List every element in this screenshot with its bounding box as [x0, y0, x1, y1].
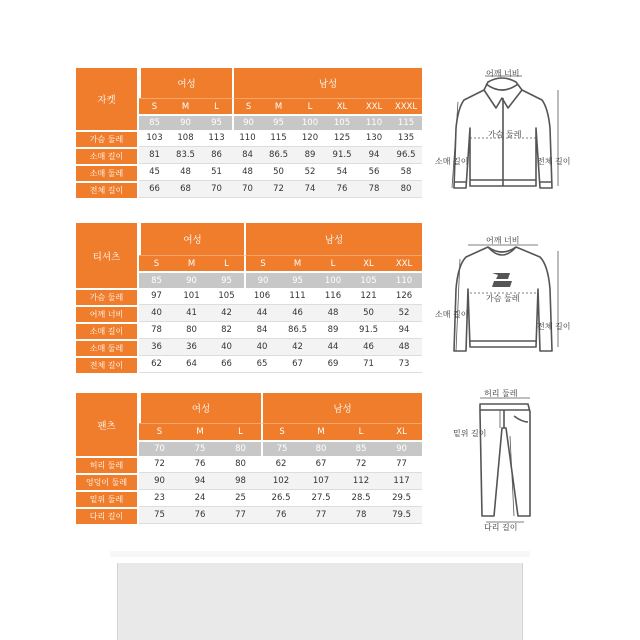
category-label: 티셔츠 [76, 223, 139, 288]
size-header: M [180, 423, 220, 440]
sleeve-length-label: 소매 길이 [435, 310, 469, 319]
table-row [76, 473, 422, 490]
korean-size: 95 [280, 271, 315, 288]
measure-value: 77 [301, 507, 341, 524]
brand-logo-icon [492, 273, 512, 287]
measure-value: 94 [358, 147, 390, 164]
size-header: M [170, 98, 201, 114]
measure-value: 76 [180, 507, 220, 524]
measure-value: 84 [244, 322, 280, 339]
measure-label: 전체 길이 [76, 356, 139, 373]
measure-value: 90 [139, 473, 180, 490]
table-row [76, 288, 422, 305]
measure-value: 26.5 [261, 490, 301, 507]
measure-label: 엉덩이 둘레 [76, 473, 139, 490]
measure-value: 81 [139, 147, 170, 164]
shoulder-width-label: 어깨 너비 [486, 236, 520, 245]
measure-value: 66 [139, 181, 170, 198]
size-header: S [261, 423, 301, 440]
bottom-divider [110, 551, 530, 557]
measure-value: 50 [263, 164, 294, 181]
measure-value: 68 [170, 181, 201, 198]
measure-value: 46 [280, 305, 315, 322]
table-row [76, 490, 422, 507]
leg-length-label: 다리 길이 [484, 523, 518, 532]
measure-value: 107 [301, 473, 341, 490]
measure-value: 24 [180, 490, 220, 507]
korean-size: 75 [261, 440, 301, 456]
measure-value: 91.5 [326, 147, 358, 164]
korean-size: 110 [358, 114, 390, 130]
measure-value: 125 [326, 130, 358, 147]
measure-value: 80 [390, 181, 422, 198]
measure-value: 66 [209, 356, 244, 373]
pants-diagram [450, 388, 550, 533]
korean-size: 90 [170, 114, 201, 130]
measure-value: 27.5 [301, 490, 341, 507]
measure-value: 74 [294, 181, 326, 198]
chest-label: 가슴 둘레 [488, 130, 522, 139]
size-header: XXXL [390, 98, 422, 114]
measure-value: 105 [209, 288, 244, 305]
size-header: L [315, 255, 351, 271]
measure-label: 소매 길이 [76, 322, 139, 339]
measure-value: 79.5 [381, 507, 422, 524]
measure-value: 25 [220, 490, 261, 507]
korean-size: 75 [180, 440, 220, 456]
measure-value: 116 [315, 288, 351, 305]
category-label: 팬츠 [76, 393, 139, 456]
women-header: 여성 [139, 393, 261, 423]
measure-value: 54 [326, 164, 358, 181]
size-header: S [232, 98, 263, 114]
jacket-diagram [430, 68, 570, 203]
korean-size: 90 [174, 271, 209, 288]
measure-value: 102 [261, 473, 301, 490]
measure-value: 71 [351, 356, 386, 373]
korean-size: 90 [244, 271, 280, 288]
category-label: 자켓 [76, 68, 139, 130]
measure-value: 65 [244, 356, 280, 373]
measure-value: 23 [139, 490, 180, 507]
measure-value: 36 [174, 339, 209, 356]
korean-size: 85 [139, 271, 174, 288]
measure-value: 72 [263, 181, 294, 198]
measure-value: 106 [244, 288, 280, 305]
measure-value: 86.5 [280, 322, 315, 339]
measure-value: 48 [386, 339, 422, 356]
size-header: XXL [358, 98, 390, 114]
korean-size: 95 [201, 114, 232, 130]
measure-label: 가슴 둘레 [76, 130, 139, 147]
measure-value: 48 [170, 164, 201, 181]
size-header: L [209, 255, 244, 271]
men-header: 남성 [232, 68, 422, 98]
korean-size: 90 [232, 114, 263, 130]
korean-size: 85 [139, 114, 170, 130]
measure-label: 소매 길이 [76, 147, 139, 164]
size-header: M [174, 255, 209, 271]
korean-size: 115 [390, 114, 422, 130]
measure-value: 69 [315, 356, 351, 373]
measure-value: 89 [315, 322, 351, 339]
measure-label: 전체 길이 [76, 181, 139, 198]
measure-value: 83.5 [170, 147, 201, 164]
measure-value: 108 [170, 130, 201, 147]
size-header: L [201, 98, 232, 114]
measure-value: 113 [201, 130, 232, 147]
measure-value: 56 [358, 164, 390, 181]
measure-value: 40 [139, 305, 174, 322]
measure-value: 44 [244, 305, 280, 322]
size-header: S [139, 255, 174, 271]
measure-value: 75 [139, 507, 180, 524]
size-header: L [341, 423, 381, 440]
pants-outline-icon [450, 388, 550, 533]
measure-value: 70 [232, 181, 263, 198]
korean-size: 95 [209, 271, 244, 288]
measure-value: 77 [381, 456, 422, 473]
measure-value: 48 [232, 164, 263, 181]
korean-size: 80 [220, 440, 261, 456]
measure-value: 40 [244, 339, 280, 356]
measure-value: 44 [315, 339, 351, 356]
table-row [76, 507, 422, 524]
measure-value: 45 [139, 164, 170, 181]
measure-value: 62 [261, 456, 301, 473]
korean-size: 85 [341, 440, 381, 456]
measure-value: 42 [280, 339, 315, 356]
rise-label: 밑위 길이 [453, 429, 487, 438]
measure-value: 135 [390, 130, 422, 147]
product-image-placeholder [117, 563, 523, 640]
measure-value: 120 [294, 130, 326, 147]
measure-value: 111 [280, 288, 315, 305]
measure-value: 77 [220, 507, 261, 524]
korean-size: 100 [315, 271, 351, 288]
measure-label: 어깨 너비 [76, 305, 139, 322]
shoulder-width-label: 어깨 너비 [486, 69, 520, 78]
measure-label: 가슴 둘레 [76, 288, 139, 305]
measure-value: 70 [201, 181, 232, 198]
measure-value: 110 [232, 130, 263, 147]
size-header: M [280, 255, 315, 271]
table-row [76, 305, 422, 322]
measure-value: 115 [263, 130, 294, 147]
measure-value: 78 [358, 181, 390, 198]
measure-value: 67 [301, 456, 341, 473]
measure-value: 84 [232, 147, 263, 164]
measure-value: 46 [351, 339, 386, 356]
measure-value: 52 [294, 164, 326, 181]
measure-value: 130 [358, 130, 390, 147]
table-row [76, 147, 422, 164]
measure-value: 76 [326, 181, 358, 198]
measure-value: 126 [386, 288, 422, 305]
measure-value: 52 [386, 305, 422, 322]
measure-value: 58 [390, 164, 422, 181]
size-header: S [139, 98, 170, 114]
measure-value: 98 [220, 473, 261, 490]
table-row [76, 356, 422, 373]
table-row [76, 456, 422, 473]
korean-size: 80 [301, 440, 341, 456]
size-header: S [139, 423, 180, 440]
table-row [76, 181, 422, 198]
men-header: 남성 [244, 223, 422, 255]
korean-size: 105 [351, 271, 386, 288]
korean-size: 70 [139, 440, 180, 456]
measure-value: 78 [341, 507, 381, 524]
measure-value: 80 [174, 322, 209, 339]
measure-value: 78 [139, 322, 174, 339]
measure-value: 97 [139, 288, 174, 305]
measure-label: 허리 둘레 [76, 456, 139, 473]
measure-value: 41 [174, 305, 209, 322]
measure-value: 48 [315, 305, 351, 322]
korean-size: 100 [294, 114, 326, 130]
measure-value: 96.5 [390, 147, 422, 164]
jacket-size-table [76, 68, 422, 198]
measure-value: 103 [139, 130, 170, 147]
tshirt-size-table [76, 223, 422, 373]
table-row [76, 322, 422, 339]
table-row [76, 339, 422, 356]
measure-value: 86 [201, 147, 232, 164]
measure-value: 94 [386, 322, 422, 339]
pants-size-table [76, 393, 422, 524]
measure-value: 73 [386, 356, 422, 373]
total-length-label: 전체 길이 [537, 157, 571, 166]
korean-size: 90 [381, 440, 422, 456]
measure-value: 76 [180, 456, 220, 473]
men-header: 남성 [261, 393, 422, 423]
measure-value: 29.5 [381, 490, 422, 507]
measure-value: 76 [261, 507, 301, 524]
measure-value: 50 [351, 305, 386, 322]
size-header: XXL [386, 255, 422, 271]
measure-value: 82 [209, 322, 244, 339]
measure-label: 소매 둘레 [76, 164, 139, 181]
size-header: XL [326, 98, 358, 114]
measure-value: 72 [341, 456, 381, 473]
measure-value: 80 [220, 456, 261, 473]
size-header: L [220, 423, 261, 440]
size-header: M [301, 423, 341, 440]
measure-value: 51 [201, 164, 232, 181]
measure-value: 64 [174, 356, 209, 373]
tshirt-diagram [430, 233, 570, 363]
measure-value: 62 [139, 356, 174, 373]
korean-size: 110 [386, 271, 422, 288]
korean-size: 105 [326, 114, 358, 130]
total-length-label: 전체 길이 [537, 322, 571, 331]
size-header: XL [381, 423, 422, 440]
measure-value: 112 [341, 473, 381, 490]
size-header: S [244, 255, 280, 271]
chest-label: 가슴 둘레 [486, 294, 520, 303]
korean-size: 95 [263, 114, 294, 130]
measure-value: 28.5 [341, 490, 381, 507]
women-header: 여성 [139, 223, 244, 255]
measure-label: 소매 둘레 [76, 339, 139, 356]
measure-value: 117 [381, 473, 422, 490]
women-header: 여성 [139, 68, 232, 98]
measure-value: 121 [351, 288, 386, 305]
measure-value: 36 [139, 339, 174, 356]
measure-value: 42 [209, 305, 244, 322]
waist-label: 허리 둘레 [484, 389, 518, 398]
measure-value: 89 [294, 147, 326, 164]
measure-label: 밑위 둘레 [76, 490, 139, 507]
size-header: L [294, 98, 326, 114]
measure-value: 86.5 [263, 147, 294, 164]
table-row [76, 164, 422, 181]
measure-value: 72 [139, 456, 180, 473]
measure-label: 다리 길이 [76, 507, 139, 524]
measure-value: 91.5 [351, 322, 386, 339]
measure-value: 40 [209, 339, 244, 356]
measure-value: 67 [280, 356, 315, 373]
measure-value: 101 [174, 288, 209, 305]
sleeve-length-label: 소매 길이 [435, 157, 469, 166]
measure-value: 94 [180, 473, 220, 490]
table-row [76, 130, 422, 147]
size-header: XL [351, 255, 386, 271]
size-header: M [263, 98, 294, 114]
